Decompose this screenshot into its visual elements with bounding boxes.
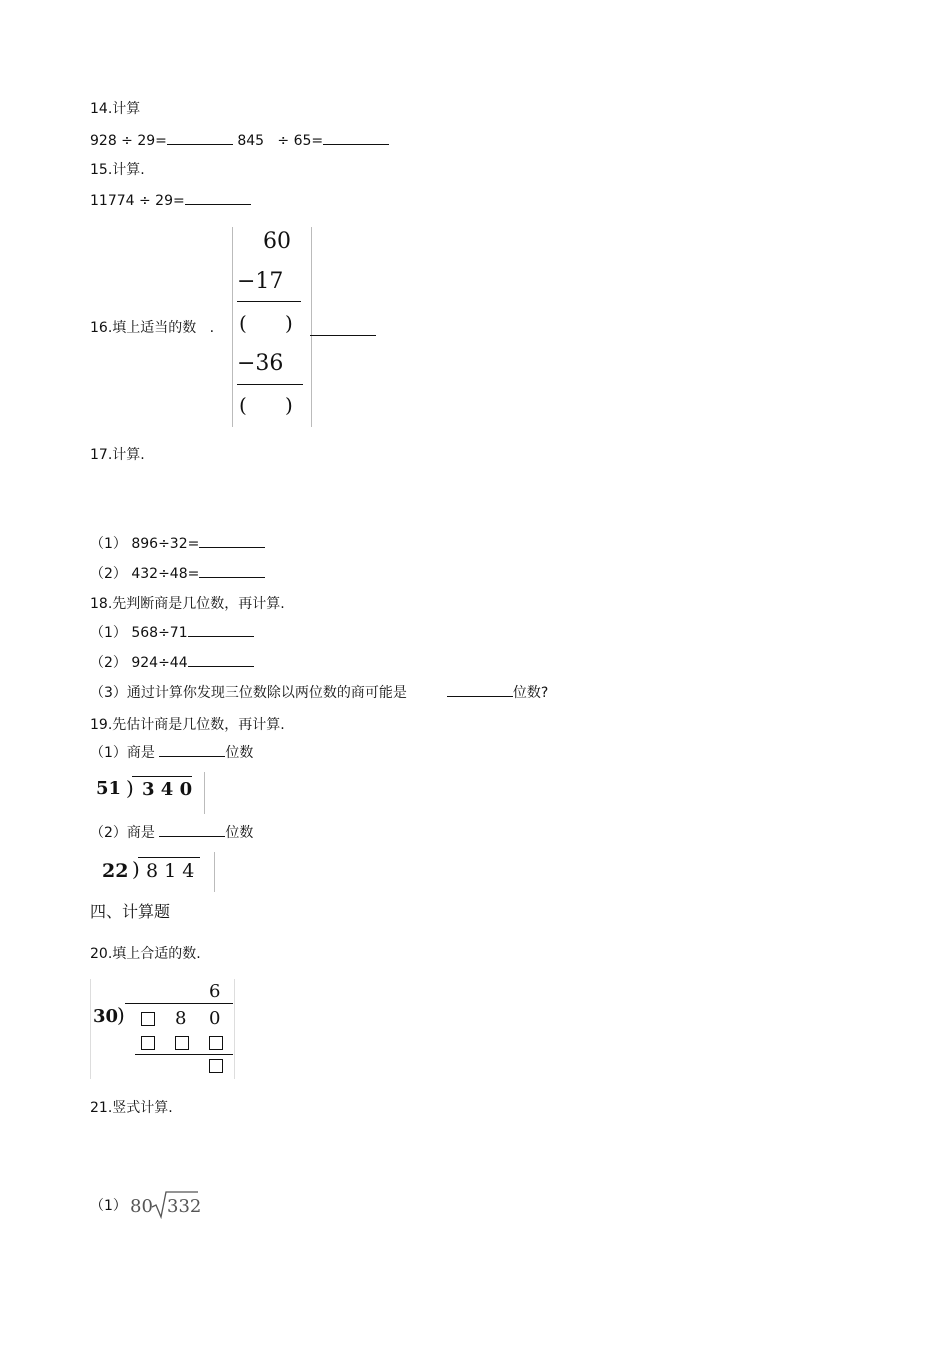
q19-divisor-1: 51: [96, 778, 122, 799]
q15-expr: 11774 ÷ 29=: [90, 193, 185, 209]
q16-blank-paren-2[interactable]: ( ): [239, 393, 293, 417]
q16-subtrahend-2: −36: [237, 351, 284, 376]
q18-item-1: [90, 623, 254, 642]
q21-divisor: 80: [130, 1196, 153, 1217]
q17-item-1: [90, 534, 265, 553]
q19-part-1-text: （1）商是: [90, 745, 160, 761]
section-4-heading: 四、计算题: [90, 902, 171, 921]
q18-item-3-blank[interactable]: [447, 683, 513, 697]
q18-item-1-text: （1） 568÷71: [90, 625, 188, 641]
q20-box-product-3[interactable]: [209, 1036, 223, 1050]
q19-vinculum-1: [132, 776, 192, 777]
q17-item-2: [90, 564, 265, 583]
q20-division-figure: [90, 979, 235, 1079]
q20-box-dividend-hundreds[interactable]: [141, 1012, 155, 1026]
q21-dividend: 332: [167, 1196, 202, 1217]
q18-item-2-text: （2） 924÷44: [90, 655, 188, 671]
q16-answer-blank[interactable]: [310, 322, 376, 336]
q19-division-figure-1: [90, 772, 205, 814]
q19-dividend-1: 3 4 0: [142, 779, 193, 800]
q17-item-1-blank[interactable]: [199, 534, 265, 548]
q19-part-2-blank[interactable]: [159, 823, 225, 837]
q16-rule-2: [237, 384, 303, 385]
q19-division-figure-2: [90, 852, 215, 892]
q17-item-2-blank[interactable]: [199, 564, 265, 578]
q19-divisor-2: 22: [102, 860, 129, 882]
q18-item-3: [90, 683, 548, 702]
q17-item-1-text: （1） 896÷32=: [90, 536, 200, 552]
q14-expr2: 845 ÷ 65=: [232, 133, 324, 149]
q19-title: 19.先估计商是几位数，再计算.: [90, 717, 285, 733]
q16-title: 16.填上适当的数 .: [90, 320, 215, 336]
q19-part-2-text: （2）商是: [90, 825, 160, 841]
q14-line: [90, 131, 389, 150]
q19-bracket-1: ): [126, 776, 134, 800]
q18-item-2-blank[interactable]: [188, 653, 254, 667]
q18-item-3-text: （3）通过计算你发现三位数除以两位数的商可能是: [90, 685, 407, 701]
q19-part-1-blank[interactable]: [159, 743, 225, 757]
q20-title: 20.填上合适的数.: [90, 946, 201, 962]
q14-answer2-blank[interactable]: [323, 131, 389, 145]
q16-subtraction-figure: [232, 227, 312, 427]
q20-vinculum: [125, 1003, 233, 1004]
q16-subtrahend-1: −17: [237, 269, 284, 294]
q20-quotient: 6: [209, 981, 221, 1002]
q19-vinculum-2: [138, 857, 200, 858]
q19-bracket-2: ): [132, 857, 140, 881]
q20-digit-0: 0: [209, 1008, 221, 1029]
q20-rule: [135, 1054, 233, 1055]
q18-item-1-blank[interactable]: [188, 623, 254, 637]
q18-item-3-suffix: 位数?: [512, 685, 549, 701]
q15-line: [90, 191, 251, 210]
q18-title: 18.先判断商是几位数，再计算.: [90, 596, 285, 612]
q16-blank-paren-1[interactable]: ( ): [239, 311, 293, 335]
q14-expr1: 928 ÷ 29=: [90, 133, 167, 149]
q20-box-product-2[interactable]: [175, 1036, 189, 1050]
q17-title: 17.计算.: [90, 447, 145, 463]
q21-title: 21.竖式计算.: [90, 1100, 173, 1116]
q20-bracket: ): [117, 1003, 125, 1027]
q20-divisor: 30: [93, 1006, 119, 1027]
q15-answer-blank[interactable]: [185, 191, 251, 205]
q18-item-2: [90, 653, 254, 672]
q19-part-2-suffix: 位数: [225, 825, 254, 841]
q20-box-remainder[interactable]: [209, 1059, 223, 1073]
q16-top-number: 60: [263, 229, 291, 254]
q14-answer1-blank[interactable]: [167, 131, 233, 145]
q16-rule-1: [237, 301, 301, 302]
q19-part-2: [90, 823, 253, 842]
q19-part-1: [90, 743, 253, 762]
q20-box-product-1[interactable]: [141, 1036, 155, 1050]
q21-item-1-label: （1）: [90, 1198, 127, 1214]
q20-digit-8: 8: [175, 1008, 187, 1029]
q19-part-1-suffix: 位数: [225, 745, 254, 761]
q15-title: 15.计算.: [90, 162, 145, 178]
q19-dividend-2: 8 1 4: [146, 860, 195, 882]
q21-division-figure: [130, 1188, 200, 1220]
q14-title: 14.计算: [90, 101, 141, 117]
q17-item-2-text: （2） 432÷48=: [90, 566, 200, 582]
